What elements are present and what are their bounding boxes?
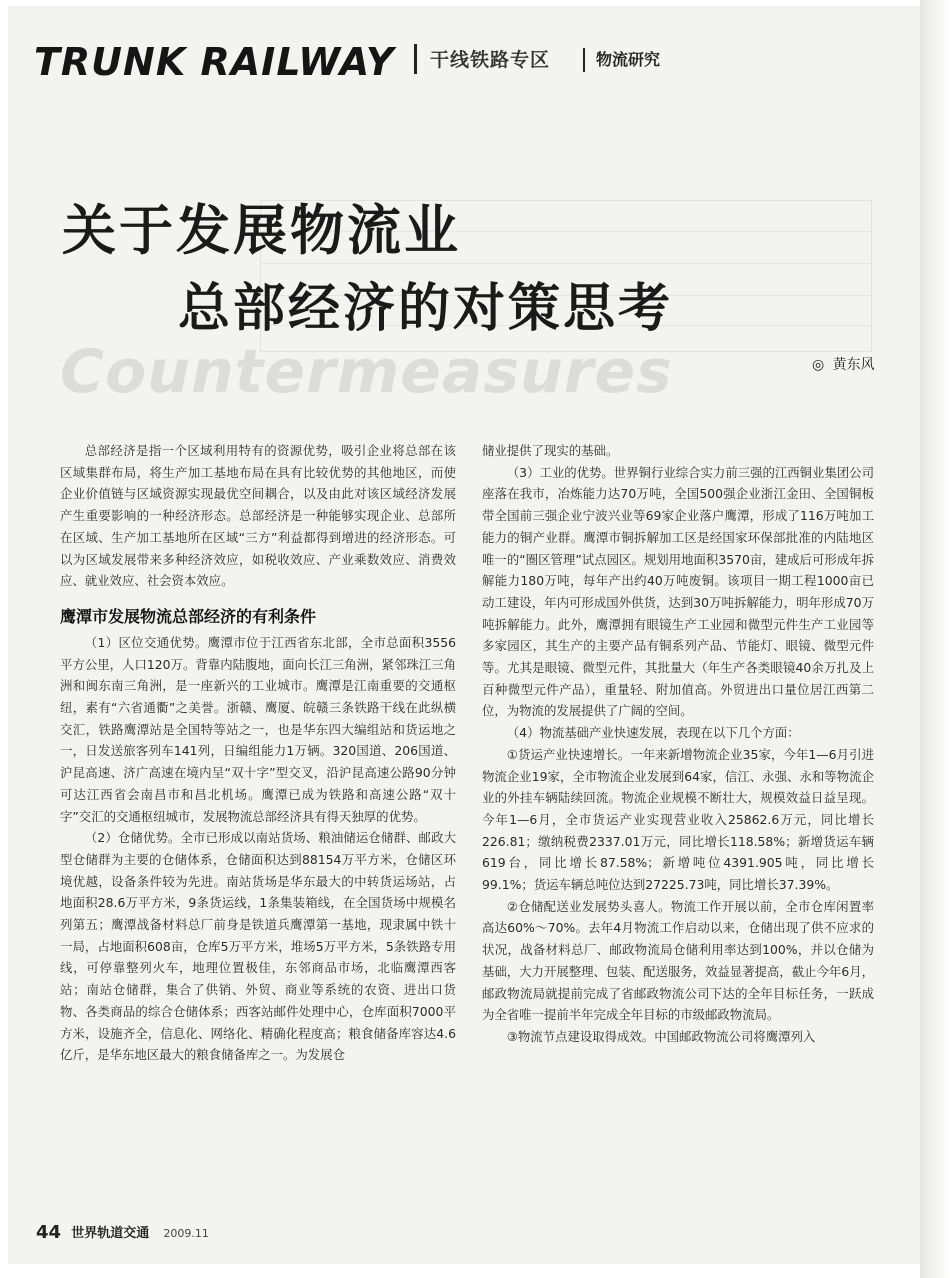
header-divider (414, 44, 417, 74)
issue-date: 2009.11 (163, 1227, 209, 1240)
section-label: 干线铁路专区 (430, 49, 551, 71)
page-edge-shadow (920, 0, 950, 1278)
paragraph-location: （1）区位交通优势。鹰潭市位于江西省东北部，全市总面积3556平方公里，人口120万。背靠内陆腹地，面向长江三角洲，紧邻珠江三角洲和闽东南三角洲，是一座新兴的工业城市。鹰潭是江南重要的交通枢纽，素有“六省通衢”之美誉。浙赣、鹰厦、皖赣三条铁路干线在此纵横交汇，铁路鹰潭站是全国特等站之一，也是华东四大编组站和货运地之一，日发送旅客列车141列，日编组能力1万辆。320国道、206国道、沪昆高速、济广高速在境内呈“双十字”型交叉，沿沪昆高速公路90分钟可达江西省会南昌市和昌北机场。鹰潭已成为铁路和高速公路“双十字”交汇的交通枢纽城市，发展物流总部经济具有得天独厚的优势。 (60, 634, 456, 824)
left-column (60, 440, 456, 1066)
paragraph-nodes: ③物流节点建设取得成效。中国邮政物流公司将鹰潭列入 (506, 1028, 816, 1044)
author-name: 黄东风 (832, 357, 875, 373)
page-number: 44 (36, 1222, 62, 1243)
intro-paragraph: 总部经济是指一个区域利用特有的资源优势，吸引企业将总部在该区域集群布局，将生产加工基地布局在具有比较优势的其他地区，而使企业价值链与区域资源实现最优空间耦合，以及由此对该区域经济发展产生重要影响的一种经济形态。总部经济是一种能够实现企业、总部所在区域、生产加工基地所在区域“三方”利益都得到增进的经济形态。可以为区域发展带来多种经济效应，如税收效应、产业乘数效应、消费效应、就业效应、社会资本效应。 (60, 443, 456, 589)
paragraph-warehousing: （2）仓储优势。全市已形成以南站货场、粮油储运仓储群、邮政大型仓储群为主要的仓储体系，仓储面积达到88154万平方米，仓储区环境优越，设备条件较为先进。南站货场是华东最大的中转货运场站，占地面积28.6万平方米，9条货运线，1条集装箱线，在全国货场中规模名列第五；鹰潭战备材料总厂前身是铁道兵鹰潭第一基地，现隶属中铁十一局，占地面积608亩，仓库5万平方米，堆场5万平方米，5条铁路专用线，可停靠整列火车，地理位置极佳，东邻商品市场，北临鹰潭西客站；南站仓储群，集合了供销、外贸、商业等系统的农资、进出口货物、各类商品的综合仓储体系；西客站邮件处理中心，仓库面积7000平方米，设施齐全，信息化、网络化、精确化程度高；粮食储备库容达4.6亿斤，是华东地区最大的粮食储备库之一。为发展仓 (60, 830, 456, 1063)
article-title-line1: 关于发展物流业 (62, 198, 461, 262)
section-heading: 鹰潭市发展物流总部经济的有利条件 (60, 606, 317, 626)
paragraph-distribution: ②仓储配送业发展势头喜人。物流工作开展以前，全市仓库闲置率高达60%～70%。去年4月物流工作启动以来，仓储出现了供不应求的状况，战备材料总厂、邮政物流局仓储利用率达到100%，并以仓储为基础，大力开展整理、包装、配送服务，效益显著提高，截止今年6月，邮政物流局就提前完成了省邮政物流公司下达的全年目标任务，一跃成为全省唯一提前半年完成全年目标的市级邮政物流局。 (482, 898, 874, 1023)
brand-logo: TRUNK RAILWAY (34, 40, 395, 84)
subsection-label: 物流研究 (596, 50, 661, 69)
paragraph-freight: ①货运产业快速增长。一年来新增物流企业35家，今年1—6月引进物流企业19家，全市物流企业发展到64家，信江、永强、永和等物流企业的外挂车辆陆续回流。物流企业规模不断壮大，规模效益日益呈现。今年1—6月，全市货运产业实现营业收入25862.6万元，同比增长226.81；缴纳税费2337.01万元，同比增长118.58%；新增货运车辆619台，同比增长87.58%；新增吨位4391.905吨，同比增长99.1%；货运车辆总吨位达到27225.73吨，同比增长37.39%。 (482, 746, 874, 893)
title-watermark: Countermeasures (60, 337, 673, 407)
paragraph-industry: （3）工业的优势。世界铜行业综合实力前三强的江西铜业集团公司座落在我市，冶炼能力达70万吨，全国500强企业浙江金田、全国铜板带全国前三强企业宁波兴业等69家企业落户鹰潭，形成了116万吨加工能力的铜产业群。鹰潭市铜拆解加工区是经国家环保部批准的内陆地区唯一的“圈区管理”试点园区。规划用地面积3570亩，建成后可形成年拆解能力180万吨，每年产出约40万吨废铜。该项目一期工程1000亩已动工建设，年内可形成国外供货，达到30万吨拆解能力，明年形成70万吨拆解能力。此外，鹰潭拥有眼镜生产工业园和微型元件生产工业园等多家园区，其生产的主要产品有铜系列产品、节能灯、眼镜、微型元件等。尤其是眼镜、微型元件，其批量大（年生产各类眼镜40余万扎及上百种微型元件产品），重量轻、附加值高。外贸进出口量位居江西第二位，为物流的发展提供了广阔的空间。 (482, 464, 875, 719)
author-byline (812, 356, 875, 374)
article-title-line2: 总部经济的对策思考 (178, 279, 674, 339)
header-divider (583, 48, 585, 72)
publication-name: 世界轨道交通 (71, 1226, 150, 1241)
right-column (482, 440, 874, 1048)
page-footer (36, 1224, 209, 1243)
paragraph-continued: 储业提供了现实的基础。 (482, 443, 619, 458)
paragraph-logistics-base: （4）物流基础产业快速发展，表现在以下几个方面： (506, 725, 800, 741)
author-mark: ◎ (812, 357, 825, 373)
